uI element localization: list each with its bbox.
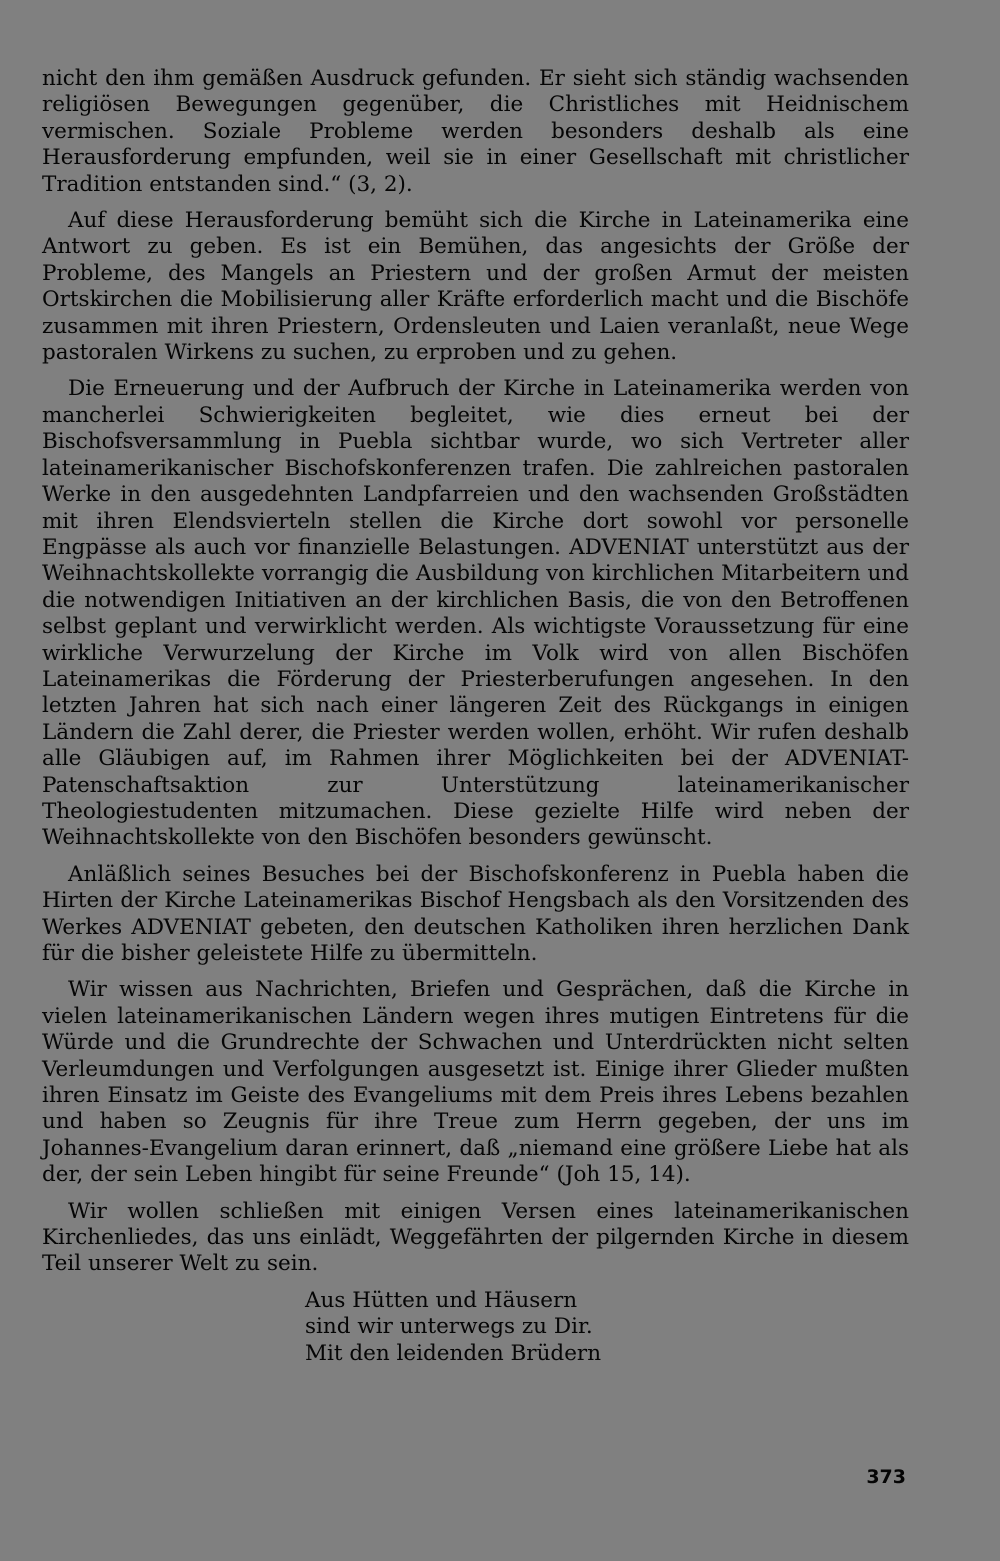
paragraph-challenge: Auf diese Herausforderung bemüht sich die Kirche in Lateinamerika eine Antwort zu geben. Es ist ein Bemühen, das angesichts der Größe der Probleme, des Mangels an Priestern und der großen Armut der meisten Ortskirchen die Mobilisierung aller Kräfte erforderlich macht und die Bischöfe zusammen mit ihren Priestern, Ordensleuten und Laien veranlaßt, neue Wege pastoralen Wirkens zu suchen, zu erproben und zu gehen. bbox=[42, 208, 909, 366]
paragraph-closing: Wir wollen schließen mit einigen Versen eines lateinamerikanischen Kirchenliedes, das uns einlädt, Weggefährten der pilgernden Kirche in diesem Teil unserer Welt zu sein. bbox=[42, 1198, 909, 1277]
hymn-verse bbox=[305, 1288, 909, 1368]
verse-line: Mit den leidenden Brüdern bbox=[305, 1341, 602, 1367]
paragraph-continuation: nicht den ihm gemäßen Ausdruck gefunden. Er sieht sich ständig wachsenden religiösen Bewegungen gegenüber, die Christliches mit Heidnischem vermischen. Soziale Probleme werden besonders deshalb als eine Herausforderung empfunden, weil sie in einer Gesellschaft mit christlicher Tradition entstanden sind.“ (3, 2). bbox=[42, 66, 909, 197]
paragraph-persecution: Wir wissen aus Nachrichten, Briefen und Gesprächen, daß die Kirche in vielen lateinamerikanischen Ländern wegen ihres mutigen Eintretens für die Würde und die Grundrechte der Schwachen und Unterdrückten nicht selten Verleumdungen und Verfolgungen ausgesetzt ist. Einige ihrer Glieder mußten ihren Einsatz im Geiste des Evangeliums mit dem Preis ihres Lebens bezahlen und haben so Zeugnis für ihre Treue zum Herrn gegeben, der uns im Johannes-Evangelium daran erinnert, daß „niemand eine größere Liebe hat als der, der sein Leben hingibt für seine Freunde“ (Joh 15, 14). bbox=[42, 977, 909, 1188]
paragraph-renewal: Die Erneuerung und der Aufbruch der Kirche in Lateinamerika werden von mancherlei Schwierigkeiten begleitet, wie dies erneut bei der Bischofsversammlung in Puebla sichtbar wurde, wo sich Vertreter aller lateinamerikanischer Bischofskonferenzen trafen. Die zahlreichen pastoralen Werke in den ausgedehnten Landpfarreien und den wachsenden Großstädten mit ihren Elendsvierteln stellen die Kirche dort sowohl vor personelle Engpässe als auch vor finanzielle Belastungen. ADVENIAT unterstützt aus der Weihnachtskollekte vorrangig die Ausbildung von kirchlichen Mitarbeitern und die notwendigen Initiativen an der kirchlichen Basis, die von den Betroffenen selbst geplant und verwirklicht werden. Als wichtigste Voraussetzung für eine wirkliche Verwurzelung der Kirche im Volk wird von allen Bischöfen Lateinamerikas die Förderung der Priesterberufungen angesehen. In den letzten Jahren hat sich nach einer längeren Zeit des Rückgangs in einigen Ländern die Zahl derer, die Priester werden wollen, erhöht. Wir rufen deshalb alle Gläubigen auf, im Rahmen ihrer Möglichkeiten bei der ADVENIAT-Patenschaftsaktion zur Unterstützung lateinamerikanischer Theologiestudenten mitzumachen. Diese gezielte Hilfe wird neben der Weihnachtskollekte von den Bischöfen besonders gewünscht. bbox=[42, 376, 909, 851]
verse-line: sind wir unterwegs zu Dir. bbox=[305, 1314, 593, 1340]
verse-line: Aus Hütten und Häusern bbox=[305, 1287, 578, 1313]
page-body bbox=[42, 66, 909, 1368]
paragraph-thanks: Anläßlich seines Besuches bei der Bischofskonferenz in Puebla haben die Hirten der Kirche Lateinamerikas Bischof Hengsbach als den Vorsitzenden des Werkes ADVENIAT gebeten, den deutschen Katholiken ihren herzlichen Dank für die bisher geleistete Hilfe zu übermitteln. bbox=[42, 861, 909, 966]
page-number: 373 bbox=[866, 1466, 906, 1488]
